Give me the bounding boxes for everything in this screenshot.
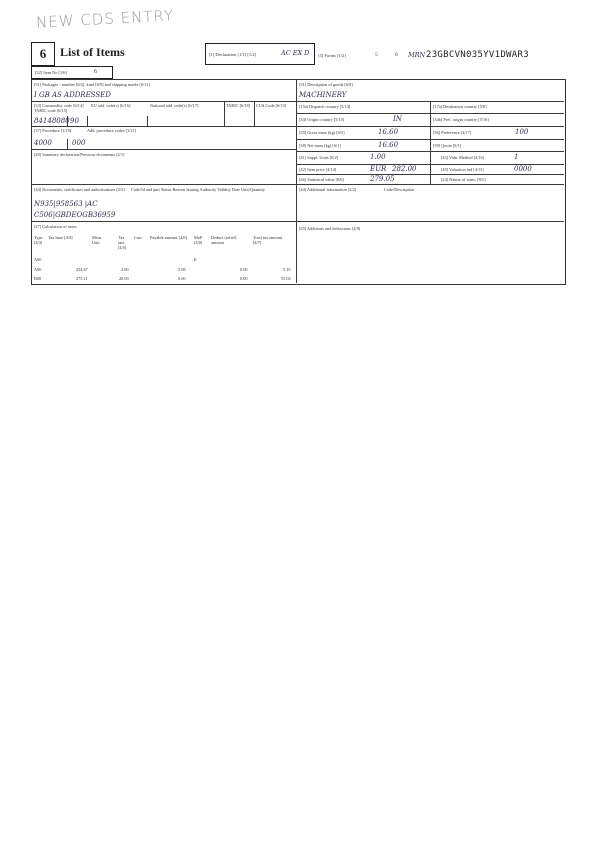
- tax-header-base: Tax base [4/4]: [48, 235, 73, 240]
- item-no-label: [32] Item No [1/6]: [35, 70, 67, 75]
- commodity-taric-label: TARIC code [6/15]: [34, 108, 68, 113]
- item-price-label: [42] Item price [4/14]: [299, 167, 337, 172]
- procedure-add-label: Add. procedure codes [1/11]: [87, 128, 136, 133]
- tax-row-1-type: A00: [34, 257, 42, 262]
- tax-row-2-base: 254.67: [76, 267, 88, 272]
- tax-row-2-deduct: 0.00: [240, 267, 248, 272]
- tax-row-3-type: B00: [34, 276, 42, 281]
- summary-label: [40] Summary declaration/Previous documents [2/1]: [34, 152, 125, 157]
- documents-label: [44] Documents, certificates and authorisations [2/3]: [34, 187, 125, 192]
- tax-row-3-base: 275.11: [76, 276, 88, 281]
- net-mass-value: 16.60: [378, 141, 399, 149]
- commodity-value-1: 84148080: [34, 117, 70, 125]
- tax-header-mop: MoP [4/8]: [194, 235, 203, 245]
- tax-row-3-total: 55.02: [281, 276, 291, 281]
- preference-value: 100: [515, 128, 529, 136]
- valuation-ind-value: 0000: [514, 165, 532, 173]
- mrn-value: 23GBCVN035YV1DWAR3: [426, 50, 529, 60]
- documents-label-2: Code/Id and part Status Reason Issuing Authority Validity Date Unit/Quantity: [131, 187, 265, 192]
- tax-header-total: Total tax amount [4/7]: [253, 235, 283, 245]
- commodity-add-codes-label: EU add. code(s) [6/16]: [91, 103, 131, 108]
- procedure-label: [37] Procedure [1/10]: [34, 128, 72, 133]
- valuation-method-label: [43] Valn. Method [4/16]: [441, 155, 485, 160]
- commodity-cus-label: TARIC [6/18]: [226, 103, 251, 108]
- preference-label: [36] Preference [4/17]: [433, 130, 472, 135]
- quota-label: [39] Quota [8/1]: [433, 143, 462, 148]
- forms-value-2: 6: [395, 52, 398, 58]
- tax-row-2-rate: 2.00: [121, 267, 129, 272]
- additional-info-code-label: Code/Description: [384, 187, 415, 192]
- origin-country-label: [34] Origin country [5/15]: [299, 117, 345, 122]
- documents-line-2: C506|GBDEOGB36959: [34, 211, 116, 219]
- procedure-value-2: 000: [72, 139, 86, 147]
- tax-row-3-deduct: 0.00: [240, 276, 248, 281]
- item-price-currency: EUR: [370, 165, 387, 173]
- main-grid: [31, 79, 566, 285]
- destination-country-label: [17a] Destination country [5/8]: [433, 104, 487, 109]
- tax-header-curr: Curr: [134, 235, 142, 240]
- packages-value: I GB AS ADDRESSED: [34, 91, 111, 99]
- dispatch-country-label: [15a] Dispatch country [5/14]: [299, 104, 351, 109]
- supp-units-value: 1.00: [370, 153, 386, 161]
- tax-header-deduct: Deduct (relief) amount: [211, 235, 237, 245]
- tax-header-type: Type [4/3]: [34, 235, 43, 245]
- gross-mass-value: 16.60: [378, 128, 399, 136]
- commodity-value-2: 90: [70, 117, 79, 125]
- taxes-label: [47] Calculation of taxes: [34, 224, 77, 229]
- form-title: List of Items: [60, 45, 125, 59]
- valuation-ind-label: [45] Valuation ind [4/13]: [441, 167, 484, 172]
- tax-header-rate: Tax rate [4/5]: [118, 235, 127, 250]
- tax-row-2-type: A00: [34, 267, 42, 272]
- tax-row-3-rate: 20.00: [119, 276, 129, 281]
- additional-info-label: [44] Additional information [2/2]: [299, 187, 357, 192]
- commodity-label: [33] Commodity code [6/14]: [34, 103, 84, 108]
- tax-header-unit: Meas. Unit: [92, 235, 103, 245]
- documents-line-1: N935|958563 |AC: [34, 200, 98, 208]
- origin-country-value: IN: [393, 115, 402, 123]
- valuation-method-value: 1: [514, 153, 519, 161]
- commodity-cus-code-label: CUS Code [6/13]: [256, 103, 287, 108]
- tax-header-payable: Payable amount [4/6]: [150, 235, 187, 240]
- form-number: 6: [31, 42, 55, 66]
- destination-label: [1] Declaration [1/1] [1/2]: [209, 52, 257, 57]
- item-no-value: 6: [94, 69, 97, 75]
- supp-units-label: [41] Suppl. Units [6/2]: [299, 155, 339, 160]
- center-divider: [296, 79, 297, 283]
- right-divider: [430, 102, 431, 184]
- statistical-value-value: 279.05: [370, 175, 395, 183]
- nature-trans-label: [24] Nature of trans. [8/5]: [441, 177, 486, 182]
- tax-row-2-total: 5.10: [283, 267, 291, 272]
- gross-mass-label: [35] Gross mass (kg) [6/5]: [299, 130, 345, 135]
- forms-label: [3] Forms [1/2]: [318, 53, 346, 58]
- additions-label: [45] Additions and deductions [4/9]: [299, 226, 361, 231]
- procedure-value-1: 4000: [34, 139, 52, 147]
- destination-value: AC EX D: [281, 49, 310, 57]
- pref-origin-country-label: [34b] Pref. origin country [5/16]: [433, 117, 489, 122]
- description-label: [31] Description of goods [6/8]: [299, 82, 353, 87]
- item-price-value: 282.00: [392, 165, 417, 173]
- statistical-value-label: [46] Statistical value [8/6]: [299, 177, 344, 182]
- tax-row-3-payable: 0.00: [178, 276, 186, 281]
- net-mass-label: [38] Net mass (kg) [6/1]: [299, 143, 341, 148]
- tax-row-1-mop: E: [194, 257, 197, 262]
- mrn-label: MRN: [408, 51, 426, 59]
- forms-value-1: 5: [375, 52, 378, 58]
- packages-label: [31] Packages - number [6/2], kind [6/9] and shipping marks [6/11]: [34, 82, 150, 87]
- handwritten-annotation: NEW CDS ENTRY: [35, 6, 175, 32]
- commodity-national-label: National add. code(s) [6/17]: [150, 103, 199, 108]
- tax-row-2-payable: 5.08: [178, 267, 186, 272]
- description-value: MACHINERY: [299, 91, 347, 99]
